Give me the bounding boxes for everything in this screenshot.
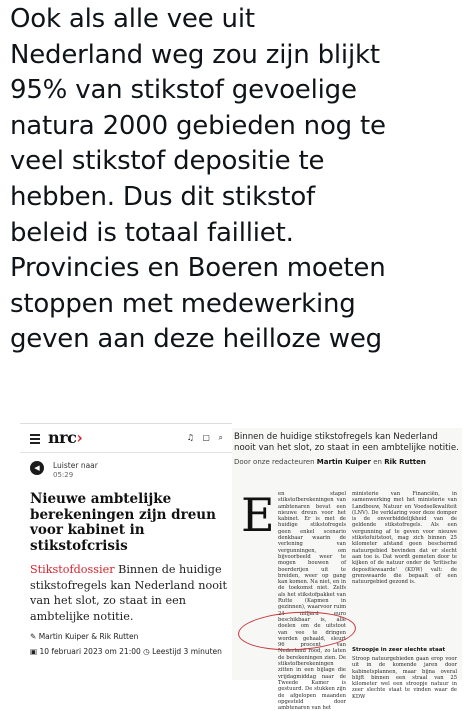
- tweet-line: 95% van stikstof gevoelige: [10, 75, 357, 106]
- listen-duration: 05:29: [53, 471, 74, 479]
- headphones-icon[interactable]: ♫ ▢ ⌕: [186, 433, 226, 442]
- byline: ✎ Martin Kuiper & Rik Rutten: [30, 632, 139, 641]
- nrc-article-screenshot[interactable]: [20, 423, 232, 681]
- tweet-line: Nederland weg zou zijn blijkt: [10, 39, 380, 70]
- tweet-line: Ook als alle vee uit: [10, 4, 255, 34]
- menu-icon[interactable]: [30, 434, 40, 446]
- article-headline: Nieuwe ambtelijke berekeningen zijn dreun voor kabinet in stikstofcrisis: [30, 491, 216, 554]
- tweet-line: veel stikstof depositie te: [10, 146, 325, 177]
- pen-icon: ✎: [30, 632, 37, 641]
- paper-byline: Door onze redacteuren Martin Kuiper en Rik Rutten: [234, 458, 426, 466]
- article-date: 10 februari 2023 om 21:00: [39, 647, 141, 656]
- tweet-text: [10, 2, 470, 358]
- read-time: Leestijd 3 minuten: [152, 647, 222, 656]
- nrc-top-bar: [20, 424, 232, 453]
- nrc-logo: nrc›: [48, 428, 83, 447]
- paper-column-c: Stroop natuurgebieden gaan erop voor uit in de komende jaren door kabinetsplannen, maar bijna overal blijft binnen een straal van 25 kilometer wel een stroopje natuur in zeer slechte staat te vinden waar de KDW: [352, 656, 457, 700]
- calendar-icon: ▣: [30, 647, 38, 656]
- newspaper-clipping: [232, 428, 462, 711]
- listen-bar[interactable]: [20, 453, 232, 487]
- article-meta: [30, 647, 222, 656]
- article-kicker: Stikstofdossier: [30, 563, 115, 576]
- tweet-line: stoppen met medewerking: [10, 288, 356, 319]
- tweet-line: geven aan deze heilloze weg: [10, 324, 382, 355]
- paper-column-b: ministerie van Financiën, in samenwerking met het ministerie van Landbouw, Natuur en Voedselkwaliteit (LNV). De verklaring voor deze domper is de onverbiddelijkheid van de geldende stikstofregels. Als een vergunning af te geven voor nieuwe stikstofuitstoot, mag zich binnen 25 kilometer afstand geen beschermd natuurgebied bevinden dat er slecht aan toe is. Dat wordt gemeten door te kijken of de natuur onder de 'kritische depositiewaarde' (KDW) valt: de grenswaarde die bepaalt of een natuurgebied gezond is.: [352, 491, 457, 586]
- tweet-line: Provincies en Boeren moeten: [10, 253, 386, 284]
- article-lead: Stikstofdossier Binnen de huidige stikstofregels kan Nederland nooit van het slot, zo staat in een ambtelijke notitie.: [30, 563, 228, 623]
- paper-lead: Binnen de huidige stikstofregels kan Nederland nooit van het slot, zo staat in een ambtelijke notitie.: [234, 432, 459, 453]
- drop-cap: E: [241, 488, 275, 542]
- tweet-line: hebben. Dus dit stikstof: [10, 181, 316, 212]
- tweet-line: beleid is totaal failliet.: [10, 217, 294, 248]
- paper-column-a: en stapel stikstofberekeningen van ambtenaren bevat een nieuwe dreun voor het kabinet. Er is met de huidige stikstofregels geen enkel scenario denkbaar waarin de verlening van vergunningen, om bijvoorbeeld weer te mogen bouwen of boerderijen uit te breiden, weer op gang kan komen. Na niet, en in de toekomst niet. Zelfs als het stikstofpakket van Rutte (Kapmen in gezinnen), waarvoor ruim 24 miljard euro beschikbaar is, alle doelen om de uitstoot van vee te dringen worden gehaald, sleurt 96 procent van Nederland rood, zo laten de berekeningen zien. De stikstofberekeningen zitten in een bijlage die vrijdagmiddag naar de Tweede Kamer is gestuurd. De stukken zijn de afgelopen maanden opgesteld door ambtenaren van het: [278, 491, 347, 711]
- clock-icon: ◷: [143, 647, 150, 656]
- speaker-icon[interactable]: ◀: [30, 461, 44, 475]
- listen-label: Luister naar: [53, 461, 98, 470]
- tweet-line: natura 2000 gebieden nog te: [10, 110, 386, 141]
- paper-subheading: Stroopje in zeer slechte staat: [352, 647, 446, 653]
